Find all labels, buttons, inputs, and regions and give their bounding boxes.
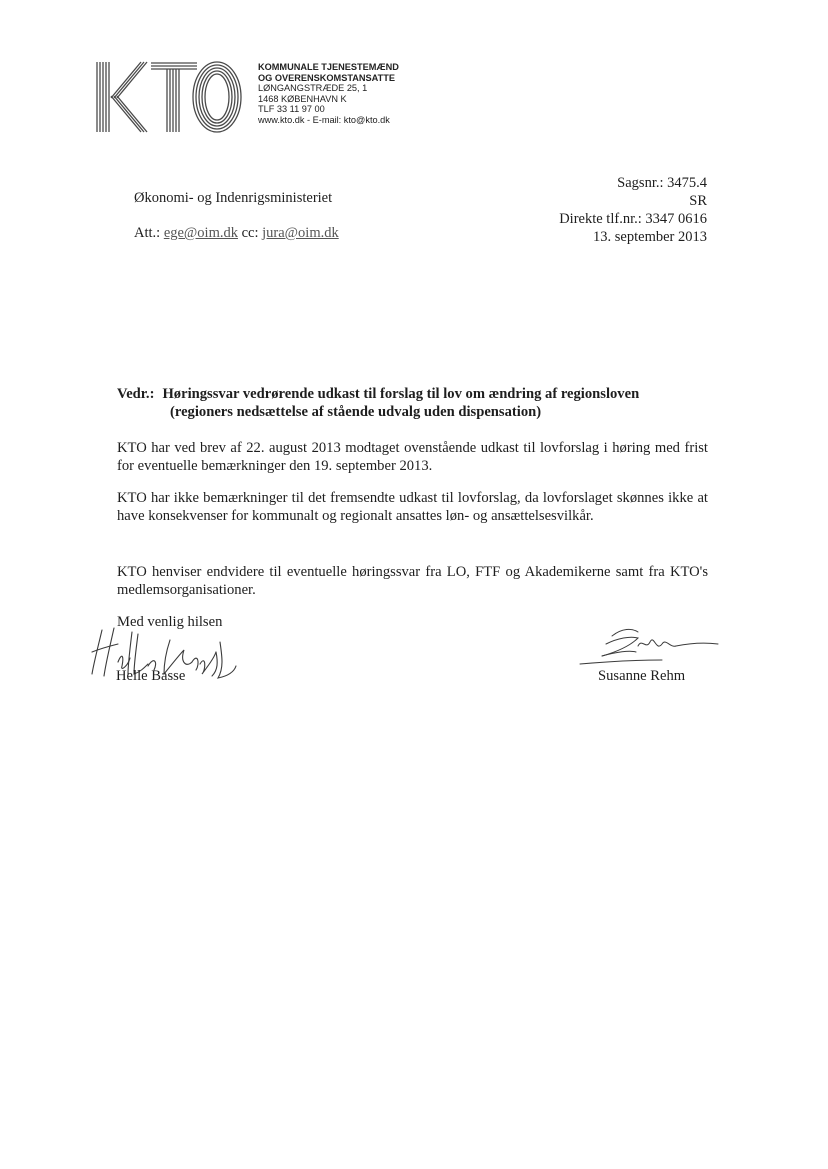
org-phone: TLF 33 11 97 00 xyxy=(258,104,325,115)
cc-label: cc: xyxy=(241,225,259,241)
closing-greeting: Med venlig hilsen xyxy=(117,614,223,630)
signer-name-left: Helle Basse xyxy=(116,668,186,684)
att-label: Att.: xyxy=(134,225,161,241)
signature-right xyxy=(572,622,722,672)
subject-line2: (regioners nedsættelse af stående udvalg uden dispensation) xyxy=(170,403,542,420)
body-paragraph-3: KTO henviser endvidere til eventuelle høringssvar fra LO, FTF og Akademikerne samt fra KTO's medlemsorganisationer. xyxy=(117,564,708,598)
org-web-email: www.kto.dk - E-mail: kto@kto.dk xyxy=(258,114,390,125)
subject xyxy=(117,386,717,421)
subject-line1: Høringssvar vedrørende udkast til forslag til lov om ændring af regionsloven xyxy=(162,386,640,402)
kto-logo xyxy=(93,58,245,136)
body-paragraph-1: KTO har ved brev af 22. august 2013 modtaget ovenstående udkast til lovforslag i høring med frist for eventuelle bemærkninger den 19. september 2013. xyxy=(117,440,708,474)
subject-label: Vedr.: xyxy=(117,386,155,402)
att-email-link[interactable]: ege@oim.dk xyxy=(163,225,238,241)
recipient-name: Økonomi- og Indenrigsministeriet xyxy=(134,190,333,206)
letter-date: 13. september 2013 xyxy=(593,229,707,245)
org-address: LØNGANGSTRÆDE 25, 1 xyxy=(258,83,368,94)
case-info xyxy=(559,174,707,246)
recipient-attention xyxy=(134,225,339,242)
organisation-header xyxy=(258,62,399,126)
case-number: Sagsnr.: 3475.4 xyxy=(617,175,707,191)
org-name-line2: OG OVERENSKOMSTANSATTE xyxy=(258,72,395,83)
body-paragraph-2: KTO har ikke bemærkninger til det fremsendte udkast til lovforslag, da lovforslaget skønnes ikke at have konsekvenser for kommunalt og regionalt ansattes løn- og ansættelsesvilkår. xyxy=(117,490,708,524)
case-initials: SR xyxy=(689,193,707,209)
direct-phone: Direkte tlf.nr.: 3347 0616 xyxy=(559,211,707,227)
org-postal: 1468 KØBENHAVN K xyxy=(258,93,347,104)
cc-email-link[interactable]: jura@oim.dk xyxy=(262,225,339,241)
signer-name-right: Susanne Rehm xyxy=(598,668,686,684)
org-name-line1: KOMMUNALE TJENESTEMÆND xyxy=(258,62,399,72)
